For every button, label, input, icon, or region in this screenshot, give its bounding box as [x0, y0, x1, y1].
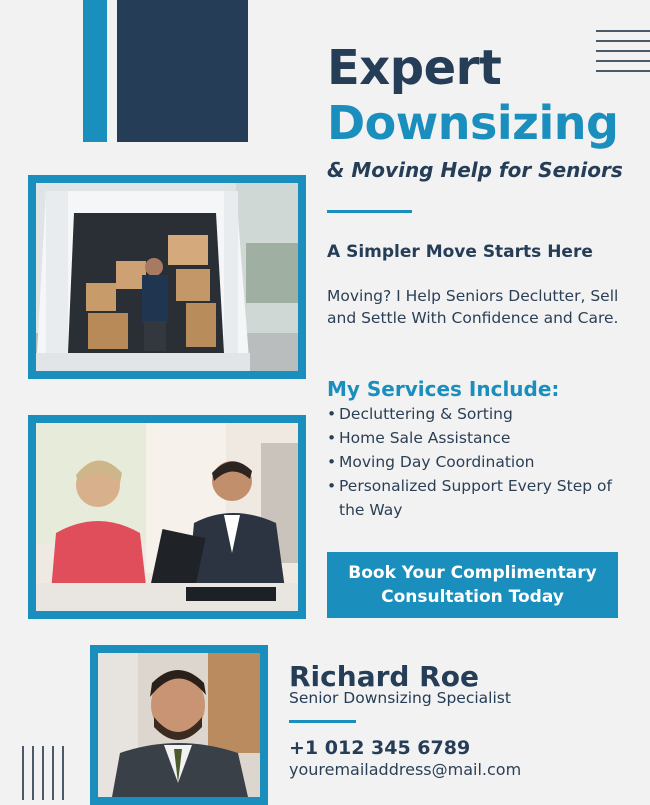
decorative-lines-bottom: [22, 746, 66, 800]
tagline: A Simpler Move Starts Here: [327, 242, 593, 262]
book-consultation-button[interactable]: Book Your Complimentary Consultation Today: [327, 552, 618, 618]
headline-subtitle: & Moving Help for Seniors: [327, 158, 623, 182]
photo-specialist-portrait: [90, 645, 268, 805]
service-item: • Moving Day Coordination: [327, 450, 637, 474]
contact-divider: [289, 720, 356, 723]
headline-line2: Downsizing: [327, 96, 619, 150]
portrait-illustration: [98, 653, 260, 797]
divider-rule: [327, 210, 412, 213]
service-item: • Personalized Support Every Step of the Way: [327, 474, 637, 522]
service-item: • Home Sale Assistance: [327, 426, 637, 450]
photo-moving-van: [28, 175, 306, 379]
specialist-role: Senior Downsizing Specialist: [289, 689, 511, 707]
photo-consultation-meeting: [28, 415, 306, 619]
decorative-bar-blue: [83, 0, 107, 142]
service-item: • Decluttering & Sorting: [327, 402, 637, 426]
meeting-illustration: [36, 423, 298, 611]
email-address[interactable]: youremailaddress@mail.com: [289, 760, 522, 779]
specialist-name: Richard Roe: [289, 660, 479, 693]
services-title: My Services Include:: [327, 377, 560, 401]
headline-line1: Expert: [327, 40, 502, 96]
decorative-lines-top: [596, 30, 650, 74]
services-list: [327, 402, 637, 522]
phone-number[interactable]: +1 012 345 6789: [289, 737, 471, 759]
moving-van-illustration: [36, 183, 298, 371]
intro-text: Moving? I Help Seniors Declutter, Sell and Settle With Confidence and Care.: [327, 287, 619, 327]
decorative-bar-navy: [117, 0, 248, 142]
